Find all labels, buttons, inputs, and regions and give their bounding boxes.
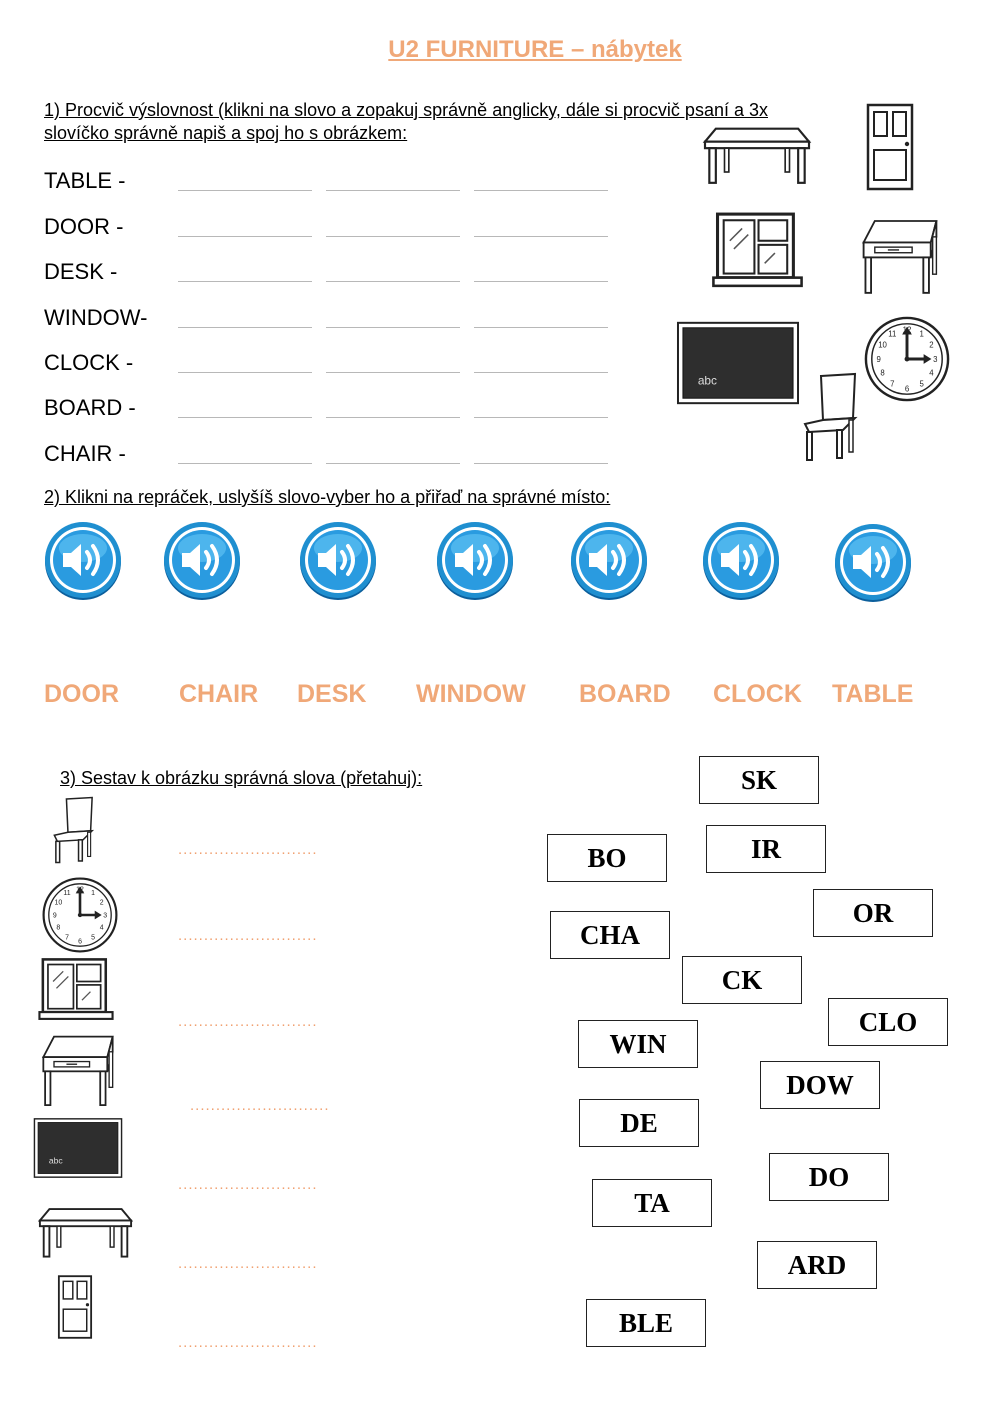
speaker-icon-1[interactable] [43,520,123,600]
speaker-icon-4[interactable] [435,520,515,600]
desk-icon [38,1030,118,1110]
window-icon [36,956,116,1024]
writing-line[interactable] [326,463,460,464]
clock-icon[interactable] [863,315,951,403]
writing-line[interactable] [178,236,312,237]
writing-line[interactable] [178,417,312,418]
writing-line[interactable] [326,327,460,328]
speaker-icon-7[interactable] [833,522,913,602]
syllable-tile-dow[interactable]: DOW [760,1061,880,1109]
writing-line[interactable] [474,463,608,464]
bank-word-desk[interactable]: DESK [297,680,367,708]
word-board[interactable]: BOARD - [44,395,136,420]
page-title: U2 FURNITURE – nábytek [388,36,682,63]
clock-icon [41,876,119,954]
syllable-tile-or[interactable]: OR [813,889,933,937]
writing-line[interactable] [178,463,312,464]
bank-word-chair[interactable]: CHAIR [179,680,259,708]
answer-field-table[interactable]: ........................... [178,1255,318,1272]
syllable-tile-ir[interactable]: IR [706,825,826,873]
writing-line[interactable] [474,236,608,237]
word-window[interactable]: WINDOW- [44,305,148,330]
syllable-tile-cha[interactable]: CHA [550,911,670,959]
bank-word-window[interactable]: WINDOW [416,680,526,708]
syllable-tile-ck[interactable]: CK [682,956,802,1004]
syllable-tile-ble[interactable]: BLE [586,1299,706,1347]
writing-line[interactable] [326,190,460,191]
writing-line[interactable] [474,327,608,328]
syllable-tile-de[interactable]: DE [579,1099,699,1147]
word-chair[interactable]: CHAIR - [44,441,126,466]
section1-instruction [44,99,768,145]
section1-instruction-line1: 1) Procvič výslovnost (klikni na slovo a zopakuj správně anglicky, dále si procvič psaní a 3x [44,100,768,120]
word-clock[interactable]: CLOCK - [44,350,134,375]
board-icon[interactable] [676,320,800,406]
board-icon [33,1117,123,1179]
syllable-tile-ta[interactable]: TA [592,1179,712,1227]
writing-line[interactable] [178,281,312,282]
bank-word-board[interactable]: BOARD [579,680,671,708]
chair-icon[interactable] [800,372,862,462]
syllable-tile-ard[interactable]: ARD [757,1241,877,1289]
speaker-icon-3[interactable] [298,520,378,600]
word-desk[interactable]: DESK - [44,259,118,284]
answer-field-chair[interactable]: ........................... [178,841,318,858]
answer-field-window[interactable]: ........................... [178,1013,318,1030]
bank-word-table[interactable]: TABLE [832,680,914,708]
answer-field-clock[interactable]: ........................... [178,927,318,944]
bank-word-door[interactable]: DOOR [44,680,119,708]
word-door[interactable]: DOOR - [44,214,124,239]
writing-line[interactable] [178,190,312,191]
writing-line[interactable] [474,417,608,418]
writing-line[interactable] [326,236,460,237]
syllable-tile-sk[interactable]: SK [699,756,819,804]
window-icon[interactable] [710,210,805,292]
answer-field-door[interactable]: ........................... [178,1334,318,1351]
word-table[interactable]: TABLE - [44,168,126,193]
writing-line[interactable] [474,190,608,191]
bank-word-clock[interactable]: CLOCK [713,680,802,708]
writing-line[interactable] [474,372,608,373]
syllable-tile-bo[interactable]: BO [547,834,667,882]
door-icon[interactable] [864,102,916,192]
writing-line[interactable] [326,417,460,418]
answer-field-board[interactable]: ........................... [178,1176,318,1193]
writing-line[interactable] [178,372,312,373]
syllable-tile-clo[interactable]: CLO [828,998,948,1046]
section3-instruction: 3) Sestav k obrázku správná slova (přetahuj): [60,768,423,788]
speaker-icon-5[interactable] [569,520,649,600]
answer-field-desk[interactable]: ........................... [190,1097,330,1114]
section1-instruction-line2: slovíčko správně napiš a spoj ho s obrázkem: [44,123,408,143]
syllable-tile-do[interactable]: DO [769,1153,889,1201]
desk-icon[interactable] [858,214,942,298]
writing-line[interactable] [326,372,460,373]
syllable-tile-win[interactable]: WIN [578,1020,698,1068]
chair-icon [50,796,98,864]
speaker-icon-2[interactable] [162,520,242,600]
writing-line[interactable] [178,327,312,328]
table-icon[interactable] [702,120,812,185]
writing-line[interactable] [326,281,460,282]
door-icon [54,1274,96,1340]
table-icon [38,1200,133,1260]
section2-instruction: 2) Klikni na repráček, uslyšíš slovo-vyber ho a přiřaď na správné místo: [44,487,611,507]
writing-line[interactable] [474,281,608,282]
speaker-icon-6[interactable] [701,520,781,600]
